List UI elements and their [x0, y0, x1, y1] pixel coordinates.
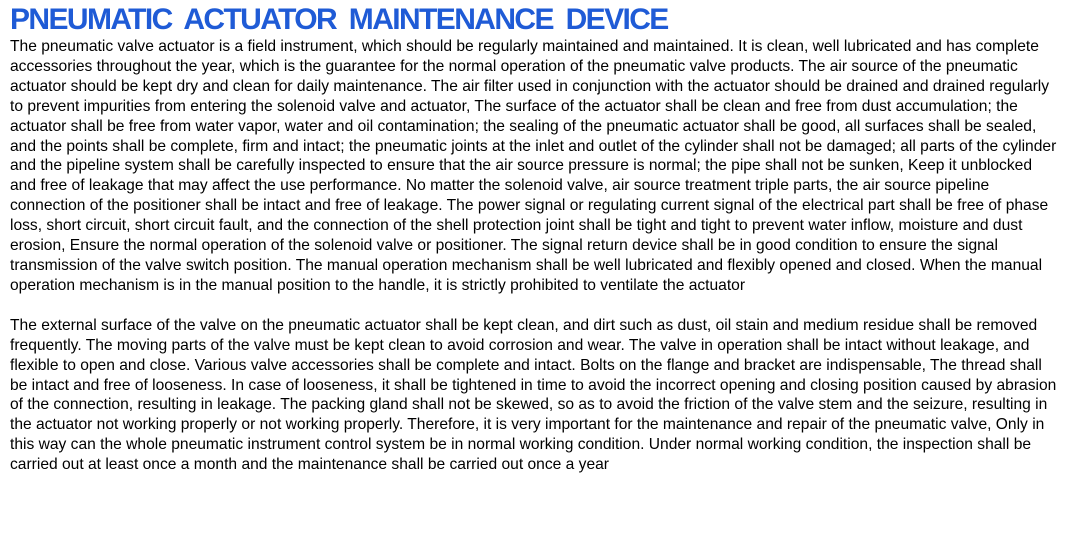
- page-title: PNEUMATIC ACTUATOR MAINTENANCE DEVICE: [10, 3, 668, 36]
- body-paragraph-1: The pneumatic valve actuator is a field instrument, which should be regularly maintained and maintained. It is clean, well lubricated and has complete accessories throughout the year, which is the guarantee for the normal operation of the pneumatic valve products. The air source of the pneumatic actuator should be kept dry and clean for daily maintenance. The air filter used in conjunction with the actuator should be drained and drained regularly to prevent impurities from entering the solenoid valve and actuator, The surface of the actuator shall be clean and free from dust accumulation; the actuator shall be free from water vapor, water and oil contamination; the sealing of the pneumatic actuator shall be good, all surfaces shall be sealed, and the points shall be complete, firm and intact; the pneumatic joints at the inlet and outlet of the cylinder shall not be damaged; all parts of the cylinder and the pipeline system shall be carefully inspected to ensure that the air source pressure is normal; the pipe shall not be sunken, Keep it unblocked and free of leakage that may affect the use performance. No matter the solenoid valve, air source treatment triple parts, the air source pipeline connection of the positioner shall be intact and free of leakage. The power signal or regulating current signal of the electrical part shall be free of phase loss, short circuit, short circuit fault, and the connection of the shell protection joint shall be tight and tight to prevent water inflow, moisture and dust erosion, Ensure the normal operation of the solenoid valve or positioner. The signal return device shall be in good condition to ensure the signal transmission of the valve switch position. The manual operation mechanism shall be well lubricated and flexibly opened and closed. When the manual operation mechanism is in the manual position to the handle, it is strictly prohibited to ventilate the actuator: [10, 38, 1057, 294]
- body-paragraph-2: The external surface of the valve on the pneumatic actuator shall be kept clean, and dirt such as dust, oil stain and medium residue shall be removed frequently. The moving parts of the valve must be kept clean to avoid corrosion and wear. The valve in operation shall be intact without leakage, and flexible to open and close. Various valve accessories shall be complete and intact. Bolts on the flange and bracket are indispensable, The thread shall be intact and free of looseness. In case of looseness, it shall be tightened in time to avoid the incorrect opening and closing position caused by abrasion of the connection, resulting in leakage. The packing gland shall not be skewed, so as to avoid the friction of the valve stem and the seizure, resulting in the actuator not working properly or not working properly. Therefore, it is very important for the maintenance and repair of the pneumatic valve, Only in this way can the whole pneumatic instrument control system be in normal working condition. Under normal working condition, the inspection shall be carried out at least once a month and the maintenance shall be carried out once a year: [10, 316, 1057, 474]
